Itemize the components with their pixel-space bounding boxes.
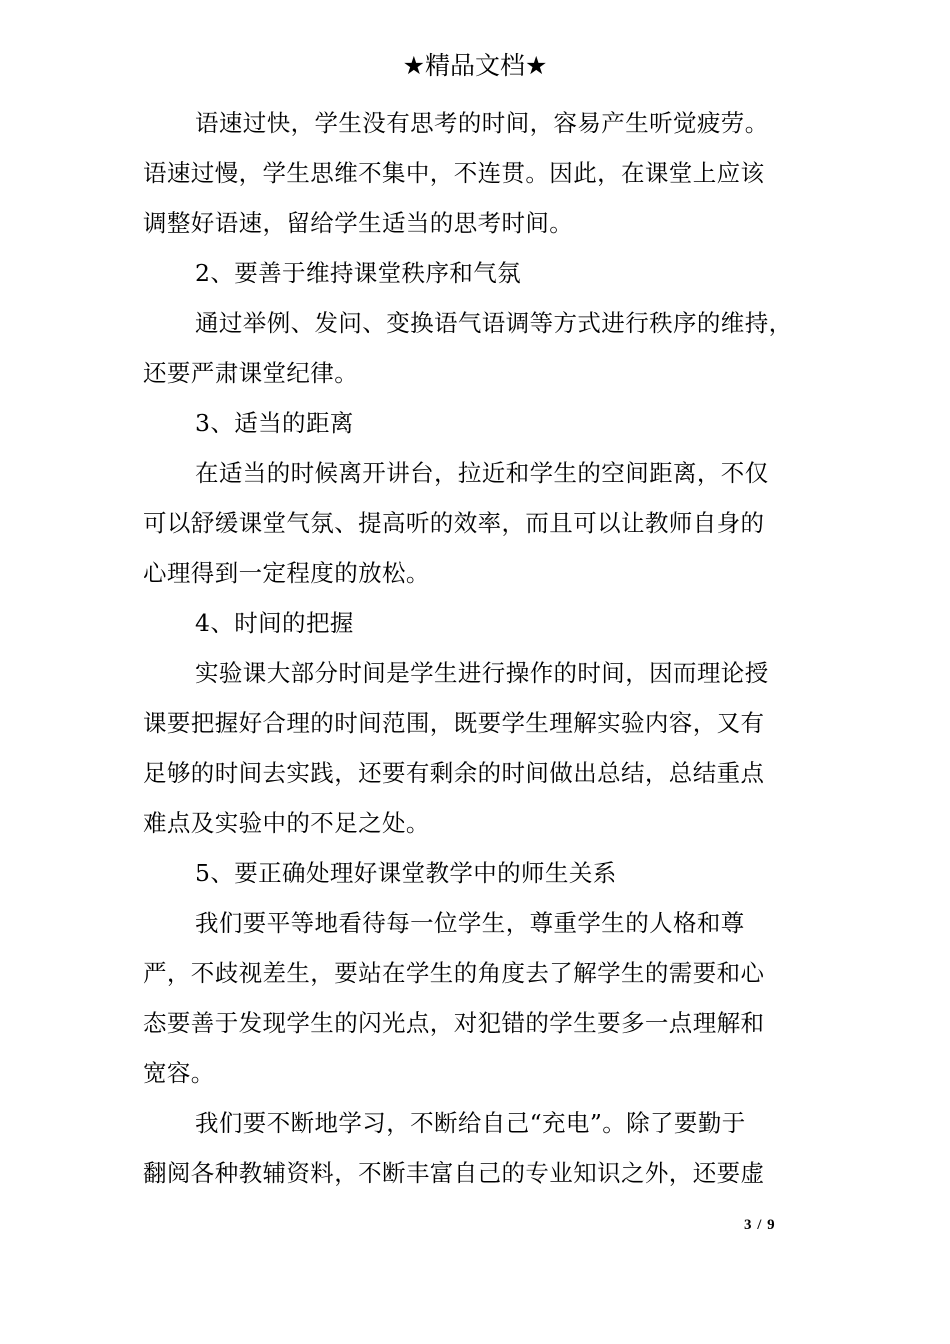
body-line: 调整好语速，留给学生适当的思考时间。 (143, 209, 574, 237)
body-line: 难点及实验中的不足之处。 (143, 809, 430, 837)
body-line: 语速过快，学生没有思考的时间，容易产生听觉疲劳。 (195, 109, 769, 137)
body-line: 还要严肃课堂纪律。 (143, 359, 359, 387)
body-line: 我们要不断地学习，不断给自己“充电”。除了要勤于 (195, 1109, 746, 1137)
body-line: 可以舒缓课堂气氛、提高听的效率，而且可以让教师自身的 (143, 509, 765, 537)
section-heading: 2、要善于维持课堂秩序和气氛 (195, 259, 522, 287)
section-heading: 4、时间的把握 (195, 609, 354, 637)
body-line: 严，不歧视差生，要站在学生的角度去了解学生的需要和心 (143, 959, 765, 987)
body-line: 心理得到一定程度的放松。 (143, 559, 430, 587)
document-header-title: ★精品文档★ (402, 51, 548, 80)
body-line: 我们要平等地看待每一位学生，尊重学生的人格和尊 (195, 909, 745, 937)
body-line: 在适当的时候离开讲台，拉近和学生的空间距离，不仅 (195, 459, 769, 487)
body-line: 实验课大部分时间是学生进行操作的时间，因而理论授 (195, 659, 769, 687)
body-line: 语速过慢，学生思维不集中，不连贯。因此，在课堂上应该 (143, 159, 765, 187)
body-line: 通过举例、发问、变换语气语调等方式进行秩序的维持， (195, 309, 793, 337)
document-body (143, 98, 807, 1198)
body-line: 宽容。 (143, 1059, 215, 1087)
section-heading: 3、适当的距离 (195, 409, 354, 437)
page-number: 3 / 9 (744, 1217, 776, 1233)
section-heading: 5、要正确处理好课堂教学中的师生关系 (195, 859, 617, 887)
body-line: 翻阅各种教辅资料，不断丰富自己的专业知识之外，还要虚 (143, 1159, 765, 1187)
body-line: 课要把握好合理的时间范围，既要学生理解实验内容，又有 (143, 709, 765, 737)
body-line: 态要善于发现学生的闪光点，对犯错的学生要多一点理解和 (143, 1009, 765, 1037)
body-line: 足够的时间去实践，还要有剩余的时间做出总结，总结重点 (143, 759, 765, 787)
